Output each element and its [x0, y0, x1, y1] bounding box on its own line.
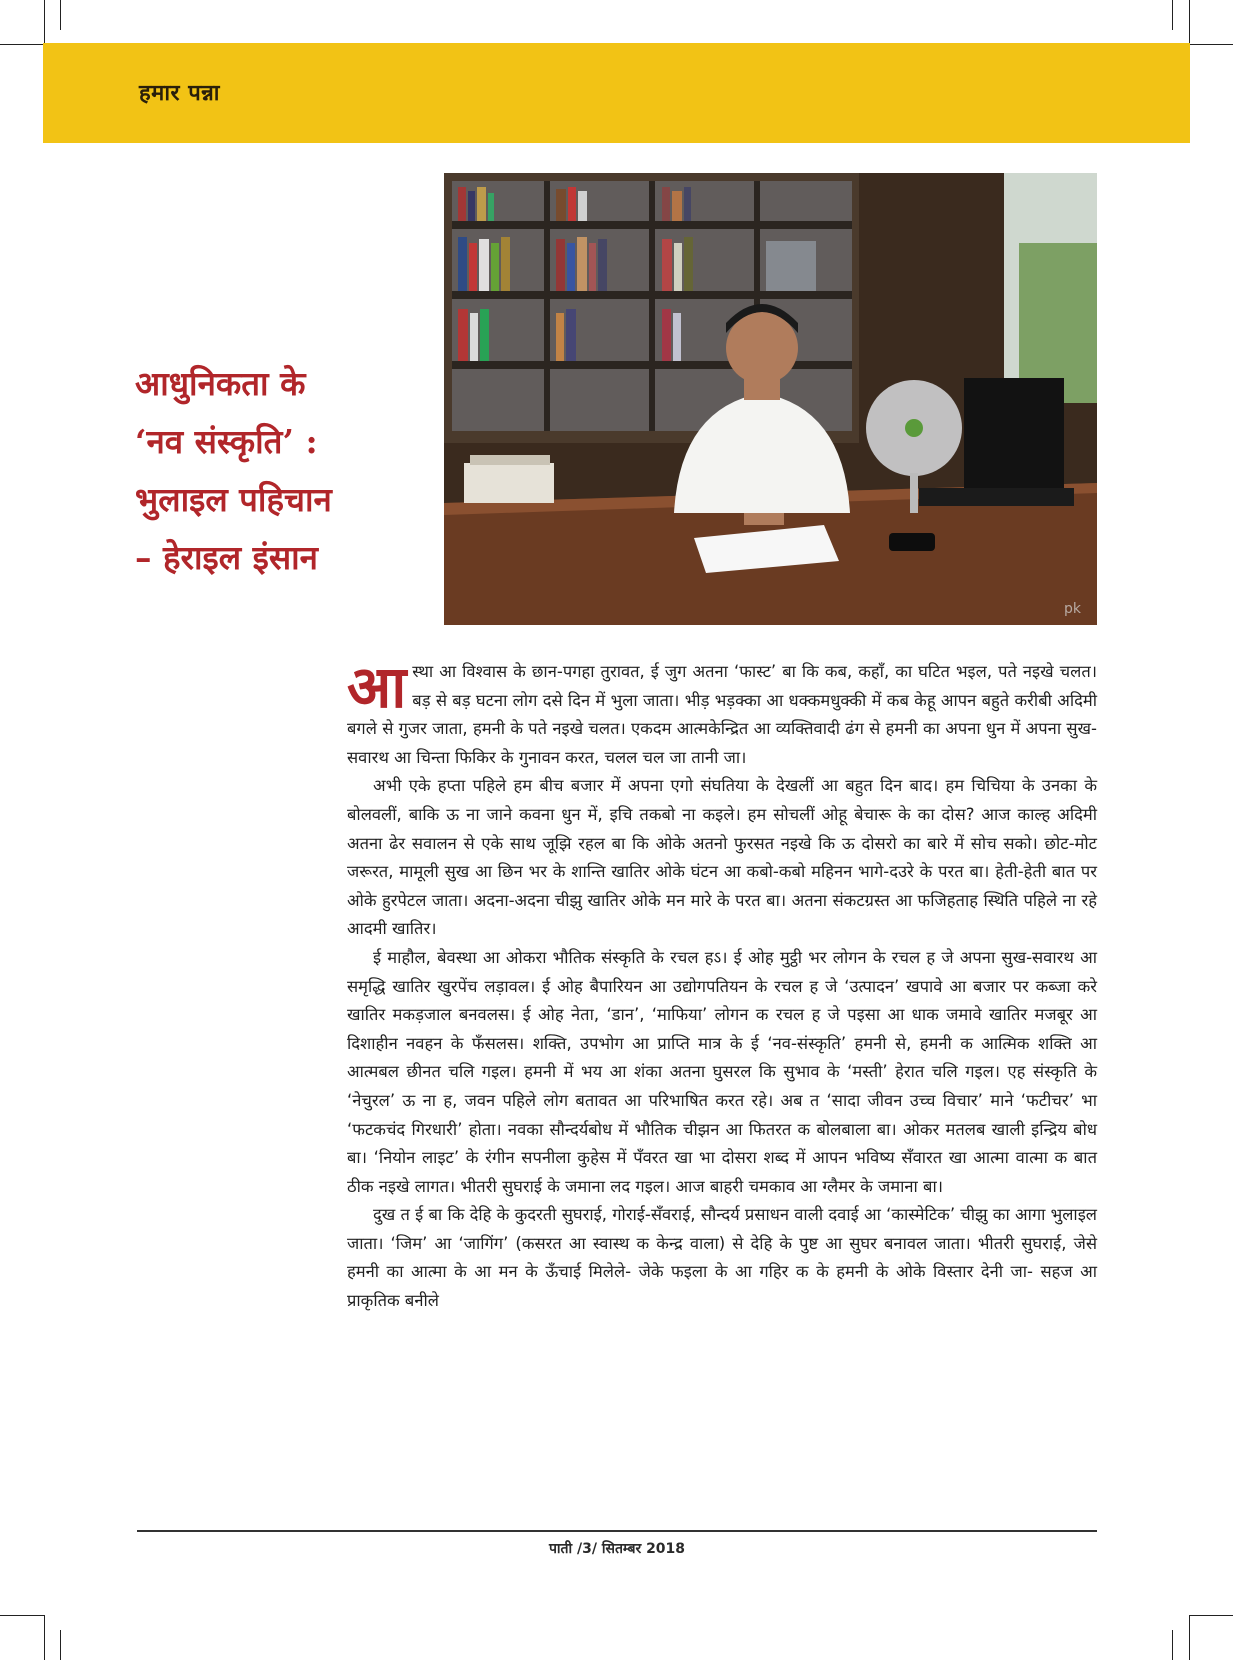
paragraph: अभी एके हप्ता पहिले हम बीच बजार में अपना एगो संघतिया के देखलीं आ बहुत दिन बाद। हम चिचिया के उनका के बोलवलीं, बाकि ऊ ना जाने कवना धुन में, इचि तकबो ना कइले। हम सोचलीं ओहू बेचारू के का दोस? आज काल्ह अदिमी अतना ढेर सवालन से एके साथ जूझि रहल बा कि ओके अतनो फुरसत नइखे कि ऊ दोसरो का बारे में सोच सको। छोट-मोट जरूरत, मामूली सुख आ छिन भर के शान्ति खातिर ओके घंटन आ कबो-कबो महिनन भागे-दउरे के परत बा। हेती-हेती बात पर ओके हुरपेटल जाता। अदना-अदना चीझु खातिर ओके मन मारे के परत बा। अतना संकटग्रस्त आ फजिहताह स्थिति पहिले ना रहे आदमी खातिर।	[347, 776, 1097, 939]
author-photo	[444, 173, 1097, 625]
crop-mark	[0, 1615, 44, 1616]
crop-mark	[1189, 44, 1233, 45]
title-line: आधुनिकता के	[135, 364, 306, 403]
crop-mark	[60, 0, 61, 30]
article-body	[347, 653, 1097, 1316]
crop-mark	[60, 1630, 61, 1660]
crop-mark	[44, 1615, 45, 1660]
crop-mark	[1189, 0, 1190, 44]
crop-mark	[1172, 0, 1173, 30]
page-footer: पाती /3/ सितम्बर 2018	[548, 1541, 686, 1557]
header-band	[43, 43, 1190, 143]
crop-mark	[1189, 1615, 1190, 1660]
paragraph: दुख त ई बा कि देहि के कुदरती सुघराई, गोराई-सँवराई, सौन्दर्य प्रसाधन वाली दवाई आ ‘कास्मेटिक’ चीझु का आगा भुलाइल जाता। ‘जिम’ आ ‘जागिंग’ (कसरत आ स्वास्थ क केन्द्र वाला) से देहि के पुष्ट आ सुघर बनावल जाता। भीतरी सुघराई, जेसे हमनी का आत्मा के आ मन के ऊँचाई मिलेले- जेके फइला के आ गहिर क के हमनी के ओके विस्तार देनी जा- सहज आ प्राकृतिक बनीले	[347, 1205, 1097, 1311]
dropcap: आ	[347, 653, 407, 721]
photo-watermark: pk	[1064, 601, 1081, 617]
title-line: भुलाइल पहिचान	[135, 480, 332, 519]
article-title	[135, 355, 435, 587]
title-line: – हेराइल इंसान	[135, 538, 318, 577]
paragraph: ई माहौल, बेवस्था आ ओकरा भौतिक संस्कृति के रचल हऽ। ई ओह मुट्ठी भर लोगन के रचल ह जे अपना सुख-सवारथ आ समृद्धि खातिर खुरपेंच लड़ावल। ई ओह बैपारियन आ उद्योगपतियन के रचल ह जे ‘उत्पादन’ खपावे आ बजार पर कब्जा करे खातिर मकड़जाल बनवलस। ई ओह नेता, ‘डान’, ‘माफिया’ लोगन क रचल ह जे पइसा आ धाक जमावे खातिर मजबूर आ दिशाहीन नवहन के फँसलस। शक्ति, उपभोग आ प्राप्ति मात्र के ई ‘नव-संस्कृति’ हमनी से, हमनी क आत्मिक शक्ति आ आत्मबल छीनत चलि गइल। हमनी में भय आ शंका अतना घुसरल कि सुभाव के ‘मस्ती’ हेरात चलि गइल। एह संस्कृति के ‘नेचुरल’ ऊ ना ह, जवन पहिले लोग बतावत आ परिभाषित करत रहे। अब त ‘सादा जीवन उच्च विचार’ माने ‘फटीचर’ भा ‘फटकचंद गिरधारी’ होता। नवका सौन्दर्यबोध में भौतिक चीझन आ फितरत क बोलबाला बा। ओकर मतलब खाली इन्द्रिय बोध बा। ‘नियोन लाइट’ के रंगीन सपनीला कुहेस में पँवरत खा भा दोसरा शब्द में आपन भविष्य सँवारत खा आत्मा वात्मा क बात ठीक नइखे लागत। भीतरी सुघराई के जमाना लद गइल। आज बाहरी चमकाव आ ग्लैमर के जमाना बा।	[347, 947, 1097, 1196]
crop-mark	[1172, 1630, 1173, 1660]
crop-mark	[0, 44, 44, 45]
footer-rule	[137, 1530, 1097, 1532]
paragraph: आस्था आ विश्वास के छान-पगहा तुरावत, ई जुग अतना ‘फास्ट’ बा कि कब, कहाँ, का घटित भइल, पते नइखे चलत। बड़ से बड़ घटना लोग दसे दिन में भुला जाता। भीड़ भड़क्का आ धक्कमधुक्की में कब केहू आपन बहुते करीबी अदिमी बगले से गुजर जाता, हमनी के पते नइखे चलत। एकदम आत्मकेन्द्रित आ व्यक्तिवादी ढंग से हमनी का अपना धुन में अपना सुख-सवारथ आ चिन्ता फिकिर के गुनावन करत, चलल चल जा तानी जा।	[347, 653, 1097, 767]
crop-mark	[44, 0, 45, 44]
title-line: ‘नव संस्कृति’ :	[135, 422, 318, 461]
crop-mark	[1189, 1615, 1233, 1616]
section-label: हमार पन्ना	[139, 81, 220, 106]
